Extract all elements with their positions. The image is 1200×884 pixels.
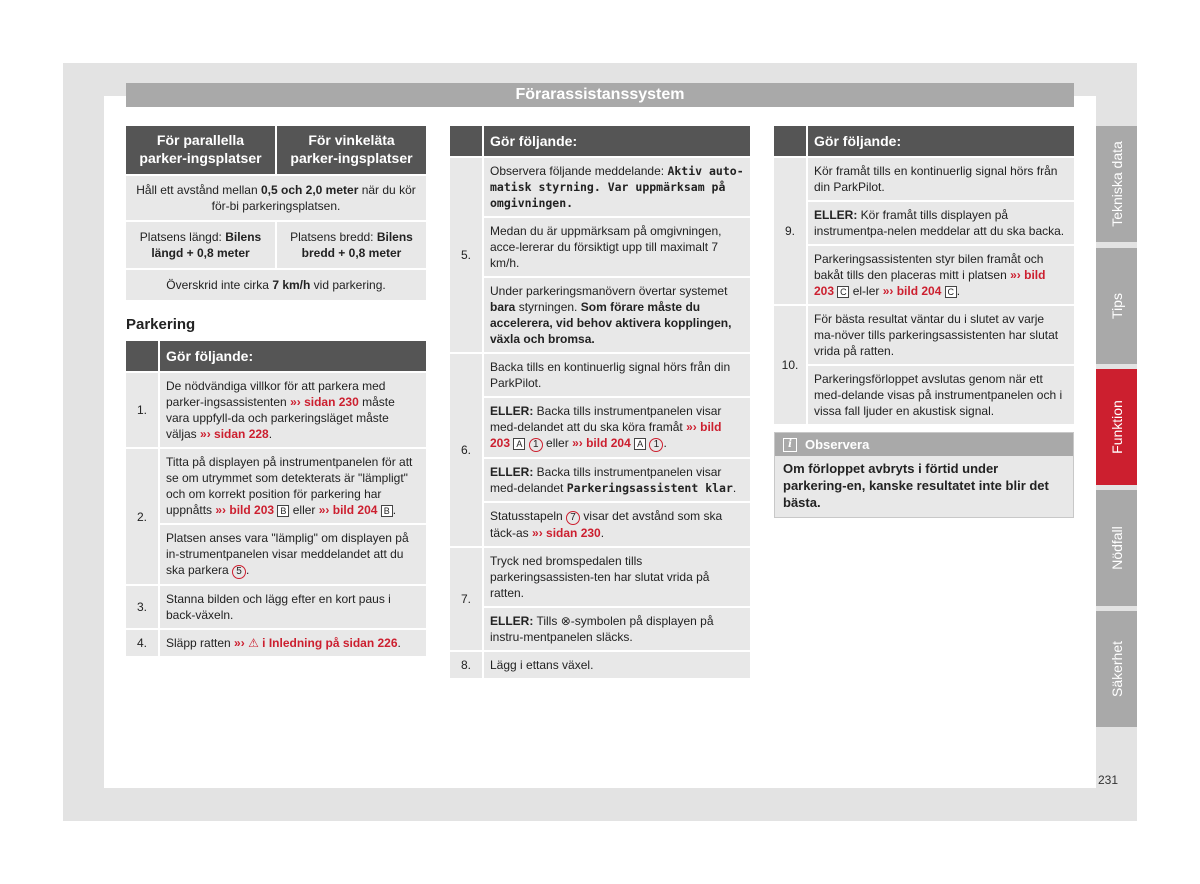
warning-icon: ⚠ — [248, 636, 259, 650]
steps-header — [126, 341, 426, 371]
step-3: 3. Stanna bilden och lägg efter en kort paus i back-växeln. — [126, 586, 426, 628]
step-6: 6. Backa tills en kontinuerlig signal hörs från din ParkPilot. ELLER: Backa tills instrumentpanelen visar med-delandet att du ska köra framåt »› bild 203 A 1 eller »› bild 204 A 1 . ELLER: Backa tills instrumentpanelen visar med-delandet Parkeringsassistent klar. Statusstapeln 7 visar det avstånd som ska täck-as »› sidan 230. — [450, 354, 750, 546]
steering-symbol-icon: ⊗ — [560, 614, 571, 628]
step-8: 8. Lägg i ettans växel. — [450, 652, 750, 678]
figure-label-box: C — [837, 286, 849, 298]
width-cell: Platsens bredd: Bilens bredd + 0,8 meter — [277, 222, 426, 268]
section-heading: Parkering — [126, 316, 196, 333]
tab-tekniska-data[interactable]: Tekniska data — [1096, 126, 1137, 242]
figure-link[interactable]: »› bild 203 — [215, 503, 275, 517]
figure-link[interactable]: »› bild 204 — [572, 436, 631, 450]
page-number: 231 — [1098, 773, 1119, 787]
page-link[interactable]: i Inledning på sidan 226 — [258, 636, 398, 650]
info-icon: i — [783, 438, 797, 452]
note-title: Observera — [805, 437, 870, 452]
figure-label-box: B — [381, 505, 393, 517]
length-cell: Platsens längd: Bilens längd + 0,8 meter — [126, 222, 275, 268]
steps-header-label: Gör följande: — [484, 126, 750, 156]
note-header — [775, 433, 1073, 456]
steps-header-label: Gör följande: — [808, 126, 1074, 156]
callout-number: 1 — [649, 438, 663, 452]
steps-header — [450, 126, 750, 156]
figure-label-box: B — [277, 505, 289, 517]
header-parallel: För parallella parker-ingsplatser — [126, 126, 275, 174]
figure-link[interactable]: »› bild 203 — [490, 420, 722, 450]
step-1: 1. De nödvändiga villkor för att parkera med parker-ingsassistenten »› sidan 230 måste vara uppfyll-da och parkeringsläget måste väljas »› sidan 228. — [126, 373, 426, 447]
display-message: Parkeringsassistent klar — [566, 481, 733, 495]
size-row — [126, 222, 426, 268]
note-text: Om förloppet avbryts i förtid under parkering-en, kanske resultatet inte blir det bästa. — [775, 456, 1073, 517]
page-link[interactable]: »› sidan 230 — [532, 526, 601, 540]
tab-nodfall[interactable]: Nödfall — [1096, 490, 1137, 606]
figure-label-box: A — [634, 438, 646, 450]
step-2: 2. Titta på displayen på instrumentpanelen för att se om utrymmet som detekterats är "lämpligt" och om korrekt position för parkering har uppnåtts »› bild 203 B eller »› bild 204 B . Platsen anses vara "lämplig" om displayen på in-strumentpanelen visar meddelandet att du ska parkera 5 . — [126, 449, 426, 584]
step-7: 7. Tryck ned bromspedalen tills parkeringsassisten-ten har slutat vrida på ratten. ELLER: Tills ⊗-symbolen på displayen på instru-mentpanelen släcks. — [450, 548, 750, 650]
callout-number: 5 — [232, 565, 246, 579]
steps-header-label: Gör följande: — [160, 341, 426, 371]
column-1 — [126, 126, 426, 658]
steps-header — [774, 126, 1074, 156]
note-box — [774, 432, 1074, 518]
tab-tips[interactable]: Tips — [1096, 248, 1137, 364]
callout-number: 7 — [566, 511, 580, 525]
page-title: Förarassistanssystem — [126, 83, 1074, 107]
column-3 — [774, 126, 1074, 518]
parking-type-header — [126, 126, 426, 174]
step-9: 9. Kör framåt tills en kontinuerlig signal hörs från din ParkPilot. ELLER: Kör framåt tills displayen på instrumentpa-nelen meddelar att du ska backa. Parkeringsassistenten styr bilen framåt och bakåt tills den placeras mitt i platsen »› bild 203 C el-ler »› bild 204 C . — [774, 158, 1074, 304]
page-link[interactable]: »› sidan 230 — [290, 395, 359, 409]
tab-funktion[interactable]: Funktion — [1096, 369, 1137, 485]
figure-link[interactable]: »› bild 204 — [318, 503, 378, 517]
figure-label-box: C — [945, 286, 957, 298]
step-5: 5. Observera följande meddelande: Aktiv auto-matisk styrning. Var uppmärksam på omgivningen. Medan du är uppmärksam på omgivningen, acce-lererar du försiktigt upp till maximalt 7 km/h. Under parkeringsmanövern övertar systemet bara styrningen. Som förare måste du accelerera, vid behov aktivera kopplingen, växla och bromsa. — [450, 158, 750, 352]
page-link[interactable]: »› sidan 228 — [200, 427, 269, 441]
header-angled: För vinkeläta parker-ingsplatser — [277, 126, 426, 174]
figure-label-box: A — [513, 438, 525, 450]
display-message: Aktiv auto-matisk styrning. Var uppmärksam på omgivningen. — [490, 164, 744, 210]
speed-row: Överskrid inte cirka 7 km/h vid parkering. — [126, 270, 426, 300]
figure-link[interactable]: »› bild 204 — [882, 284, 942, 298]
tab-sakerhet[interactable]: Säkerhet — [1096, 611, 1137, 727]
distance-row: Håll ett avstånd mellan 0,5 och 2,0 meter när du kör för-bi parkeringsplatsen. — [126, 176, 426, 220]
callout-number: 1 — [529, 438, 543, 452]
step-10: 10. För bästa resultat väntar du i slutet av varje ma-növer tills parkeringsassistenten har slutat vrida på ratten. Parkeringsförloppet avslutas genom när ett med-delande visas på instrumentpanelen och i vissa fall ljuder en akustisk signal. — [774, 306, 1074, 424]
step-4: 4. Släpp ratten »› ⚠ i Inledning på sidan 226. — [126, 630, 426, 656]
column-2 — [450, 126, 750, 680]
figure-link[interactable]: »› bild 203 — [814, 268, 1046, 298]
